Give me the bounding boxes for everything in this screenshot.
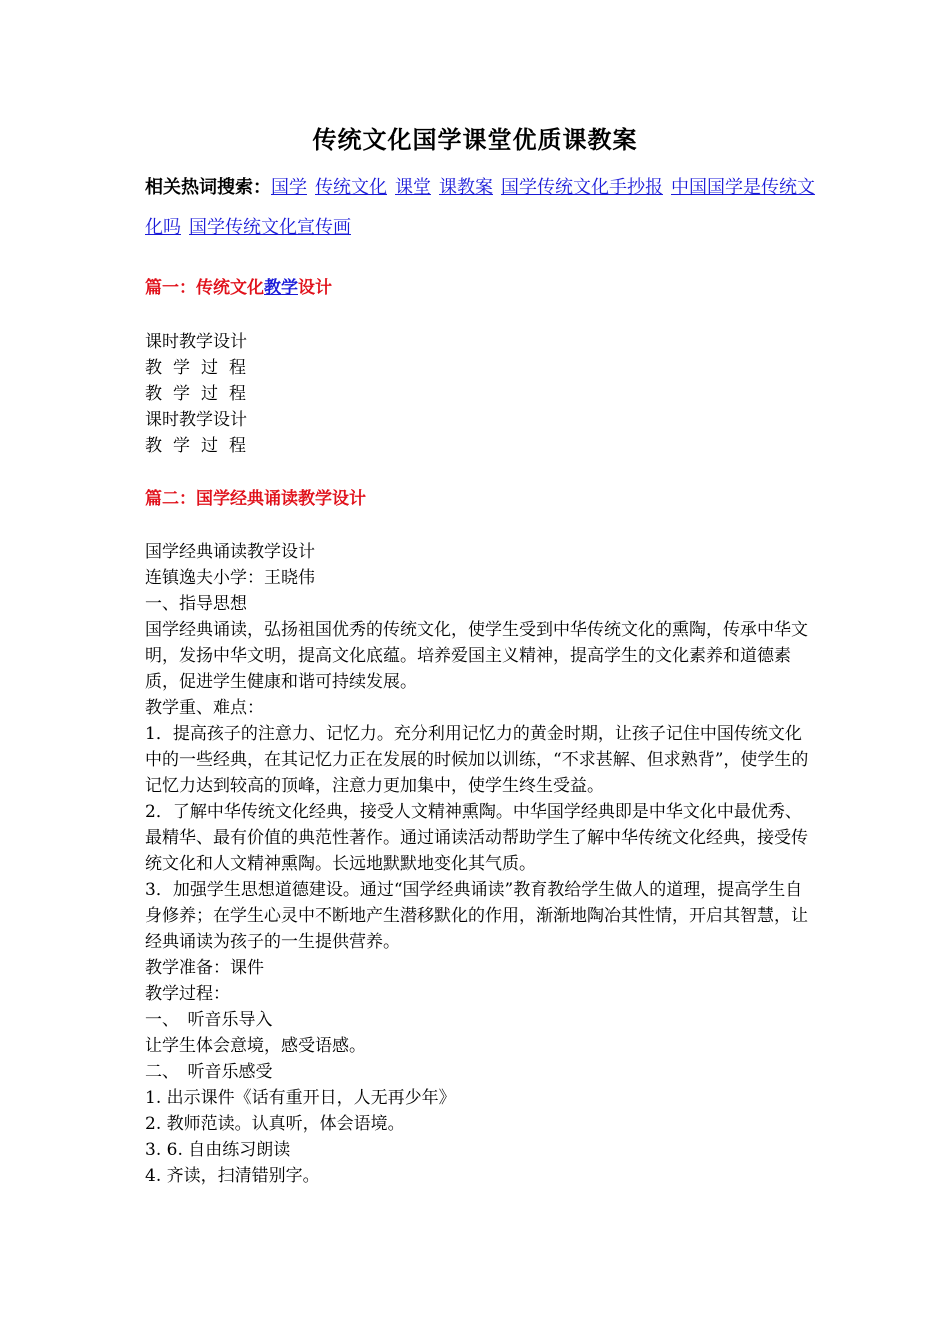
section-1-heading [145,273,332,298]
body-paragraph: 3．加强学生思想道德建设。通过“国学经典诵读”教育教给学生做人的道理，提高学生自身修养；在学生心灵中不断地产生潜移默化的作用，渐渐地陶冶其性情，开启其智慧，让经典诵读为孩子的一生提供营养。 [145,880,808,952]
section-1-heading-prefix: 篇一：传统文化 [145,278,264,298]
section-1-line: 教学过程 [145,384,257,404]
section-1-line: 课时教学设计 [145,410,247,430]
section-2-body [145,539,810,1189]
section-1-line: 教学过程 [145,436,257,456]
body-paragraph: 一、 听音乐导入 [145,1010,273,1030]
body-paragraph: 教学准备：课件 [145,958,264,978]
body-paragraph: 4. 齐读，扫清错别字。 [145,1166,320,1186]
keyword-link-xuanchuanhua[interactable]: 国学传统文化宣传画 [189,217,351,238]
body-paragraph: 2．了解中华传统文化经典，接受人文精神熏陶。中华国学经典即是中华文化中最优秀、最精华、最有价值的典范性著作。通过诵读活动帮助学生了解中华传统文化经典，接受传统文化和人文精神熏陶。长远地默默地变化其气质。 [145,802,808,874]
body-paragraph: 教学过程： [145,984,230,1004]
body-paragraph: 2. 教师范读。认真听，体会语境。 [145,1114,405,1134]
keywords-label: 相关热词搜索： [145,177,271,198]
body-paragraph: 3. 6. 自由练习朗读 [145,1140,291,1160]
section-1-heading-suffix: 设计 [298,278,332,298]
body-paragraph: 教学重、难点： [145,698,264,718]
keyword-link-ketang[interactable]: 课堂 [395,177,431,198]
section-1-heading-link[interactable]: 教学 [264,278,298,298]
keyword-link-shouchaobao[interactable]: 国学传统文化手抄报 [501,177,663,198]
keyword-link-chuantong-wenhua[interactable]: 传统文化 [315,177,387,198]
section-1-line: 教学过程 [145,358,257,378]
section-1-line: 课时教学设计 [145,332,247,352]
body-paragraph: 让学生体会意境，感受语感。 [145,1036,366,1056]
section-1-lines [145,329,817,459]
related-keywords [145,168,817,248]
body-paragraph: 1．提高孩子的注意力、记忆力。充分利用记忆力的黄金时期，让孩子记住中国传统文化中的一些经典，在其记忆力正在发展的时候加以训练，“不求甚解、但求熟背”，使学生的记忆力达到较高的顶峰，注意力更加集中，使学生终生受益。 [145,724,809,796]
body-paragraph: 一、指导思想 [145,594,247,614]
section-2-heading: 篇二：国学经典诵读教学设计 [145,489,366,509]
page-title: 传统文化国学课堂优质课教案 [312,125,638,154]
body-paragraph: 1. 出示课件《话有重开日，人无再少年》 [145,1088,456,1108]
keyword-link-guoxue[interactable]: 国学 [271,177,307,198]
keyword-link-zhongguo-guoxue[interactable]: 中国国学是传统文化吗 [145,177,815,238]
body-paragraph: 国学经典诵读教学设计 [145,542,315,562]
body-paragraph: 连镇逸夫小学：王晓伟 [145,568,315,588]
body-paragraph: 国学经典诵读，弘扬祖国优秀的传统文化，使学生受到中华传统文化的熏陶，传承中华文明，发扬中华文明，提高文化底蕴。培养爱国主义精神，提高学生的文化素养和道德素质，促进学生健康和谐可持续发展。 [145,620,808,692]
body-paragraph: 二、 听音乐感受 [145,1062,273,1082]
keyword-link-ke-jiaoan[interactable]: 课教案 [439,177,493,198]
